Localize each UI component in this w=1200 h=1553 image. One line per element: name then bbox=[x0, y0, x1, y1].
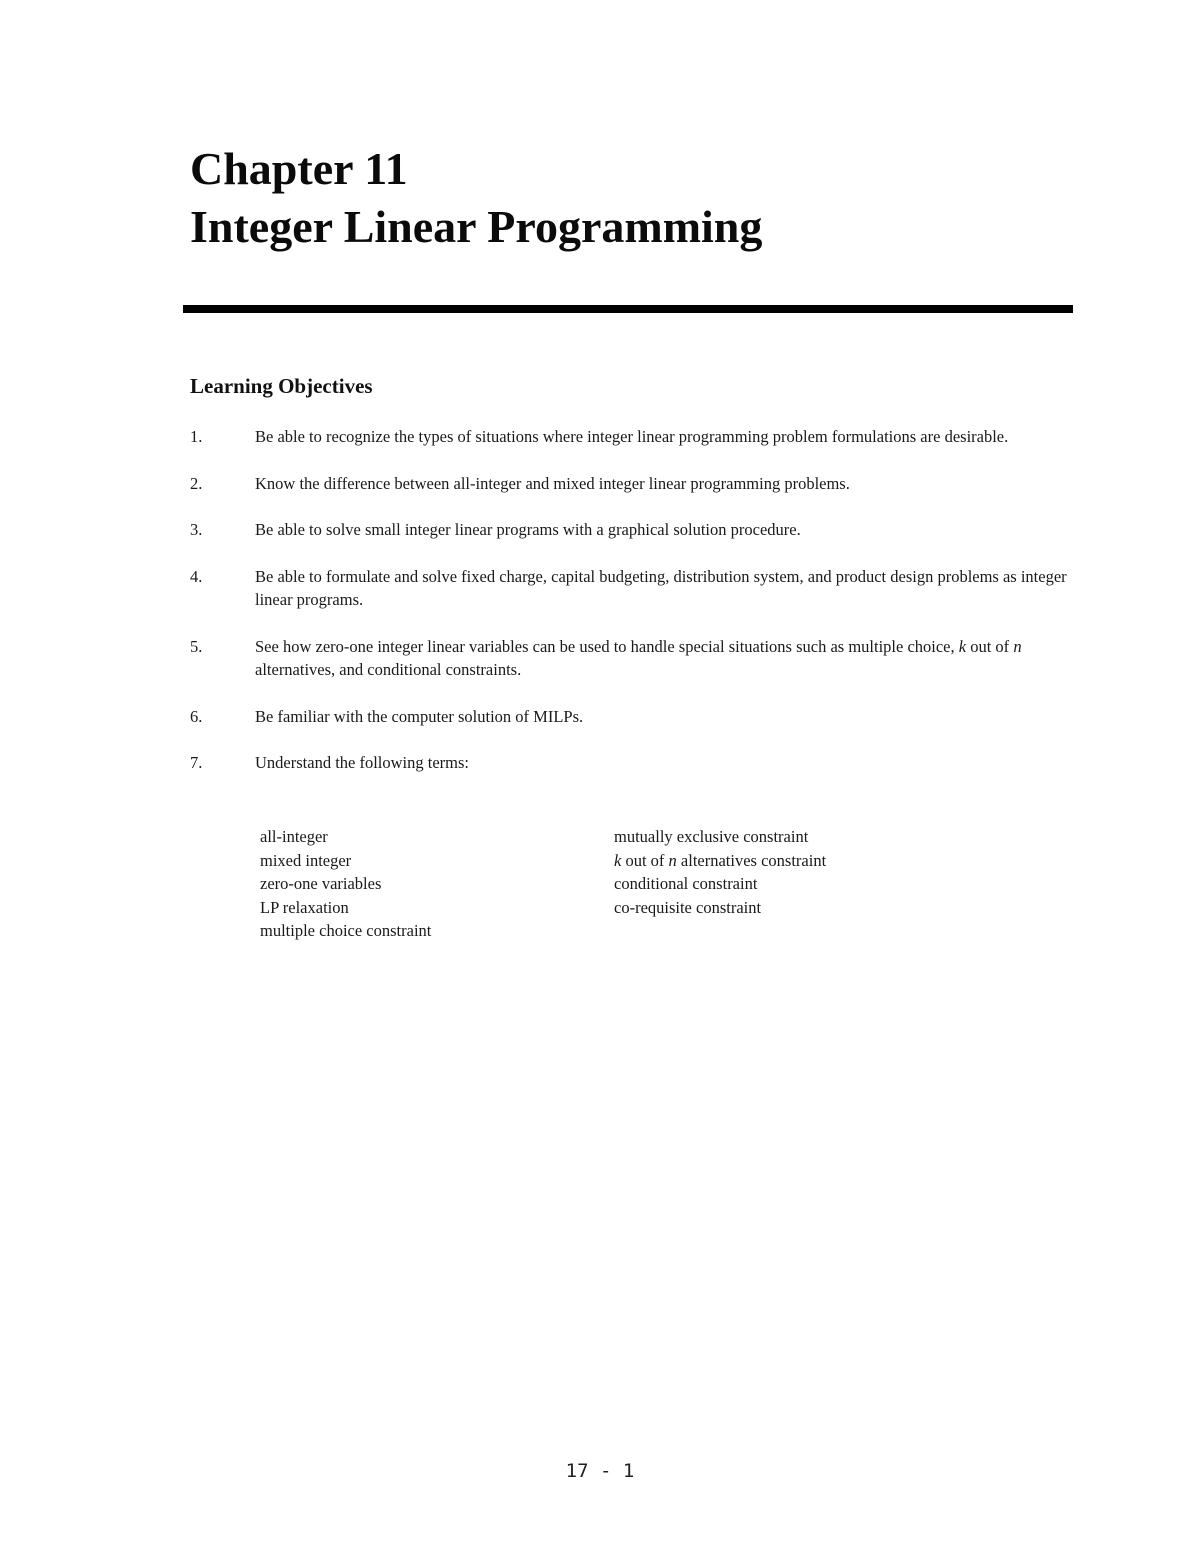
term-item bbox=[260, 825, 431, 849]
objective-number: 1. bbox=[190, 427, 203, 446]
text-run: LP relaxation bbox=[260, 897, 349, 917]
terms-left-column bbox=[260, 825, 431, 943]
text-run: multiple choice constraint bbox=[260, 921, 432, 940]
objective-text bbox=[255, 427, 1008, 446]
term-item bbox=[260, 849, 431, 873]
text-run: out of bbox=[966, 636, 1014, 656]
objective-text bbox=[255, 520, 801, 539]
objective-item bbox=[190, 635, 1070, 682]
objective-item bbox=[190, 705, 1070, 729]
objective-number: 2. bbox=[190, 473, 203, 493]
text-run: co-requisite constraint bbox=[614, 897, 762, 917]
chapter-number: Chapter 11 bbox=[190, 143, 408, 194]
text-run: Be able to recognize the types of situations where integer linear programming problem formulations are desirable. bbox=[255, 427, 1009, 446]
objective-number: 4. bbox=[190, 566, 203, 586]
text-run: Understand the following terms: bbox=[255, 753, 470, 772]
objective-text bbox=[255, 474, 850, 493]
term-item bbox=[260, 896, 431, 920]
italic-variable: k bbox=[958, 636, 967, 656]
objective-text bbox=[255, 637, 1022, 680]
objective-item bbox=[190, 565, 1070, 612]
objective-number: 7. bbox=[190, 753, 203, 772]
text-run: conditional constraint bbox=[614, 874, 758, 893]
text-run: Be able to solve small integer linear programs with a graphical solution procedure. bbox=[255, 520, 801, 539]
term-item bbox=[614, 896, 826, 920]
chapter-title bbox=[190, 140, 762, 256]
page-number: 17 - 1 bbox=[565, 1460, 635, 1482]
text-run: Be able to formulate and solve fixed charge, capital budgeting, distribution system, and product design problems as integer linear programs. bbox=[255, 566, 1067, 609]
term-item bbox=[614, 849, 826, 873]
text-run: out of bbox=[621, 850, 669, 870]
objective-text bbox=[255, 707, 583, 726]
text-run: Be familiar with the computer solution of MILPs. bbox=[255, 706, 584, 726]
objective-number: 5. bbox=[190, 636, 203, 656]
text-run: See how zero-one integer linear variables can be used to handle special situations such as multiple choice, bbox=[255, 636, 959, 656]
objective-item bbox=[190, 518, 1070, 542]
term-item bbox=[614, 872, 826, 896]
chapter-name: Integer Linear Programming bbox=[190, 201, 763, 252]
objective-item bbox=[190, 472, 1070, 496]
objective-item bbox=[190, 751, 1070, 775]
objective-item bbox=[190, 425, 1070, 449]
objectives-list bbox=[190, 425, 1070, 798]
title-rule-divider bbox=[183, 305, 1073, 313]
objective-number: 3. bbox=[190, 520, 203, 539]
italic-variable: n bbox=[1013, 636, 1022, 656]
learning-objectives-heading: Learning Objectives bbox=[190, 374, 373, 398]
term-item bbox=[260, 872, 431, 896]
text-run: alternatives constraint bbox=[676, 850, 827, 870]
terms-right-column bbox=[614, 825, 826, 919]
text-run: Know the difference between all-integer and mixed integer linear programming problems. bbox=[255, 473, 850, 493]
objective-number: 6. bbox=[190, 706, 203, 726]
italic-variable: n bbox=[668, 850, 677, 870]
objective-text bbox=[255, 567, 1067, 610]
objective-text bbox=[255, 753, 469, 772]
text-run: mixed integer bbox=[260, 850, 352, 870]
text-run: alternatives, and conditional constraints. bbox=[255, 660, 522, 679]
term-item bbox=[260, 919, 431, 943]
text-run: zero-one variables bbox=[260, 874, 382, 893]
italic-variable: k bbox=[614, 850, 622, 870]
text-run: all-integer bbox=[260, 827, 328, 846]
text-run: mutually exclusive constraint bbox=[614, 827, 809, 846]
term-item bbox=[614, 825, 826, 849]
